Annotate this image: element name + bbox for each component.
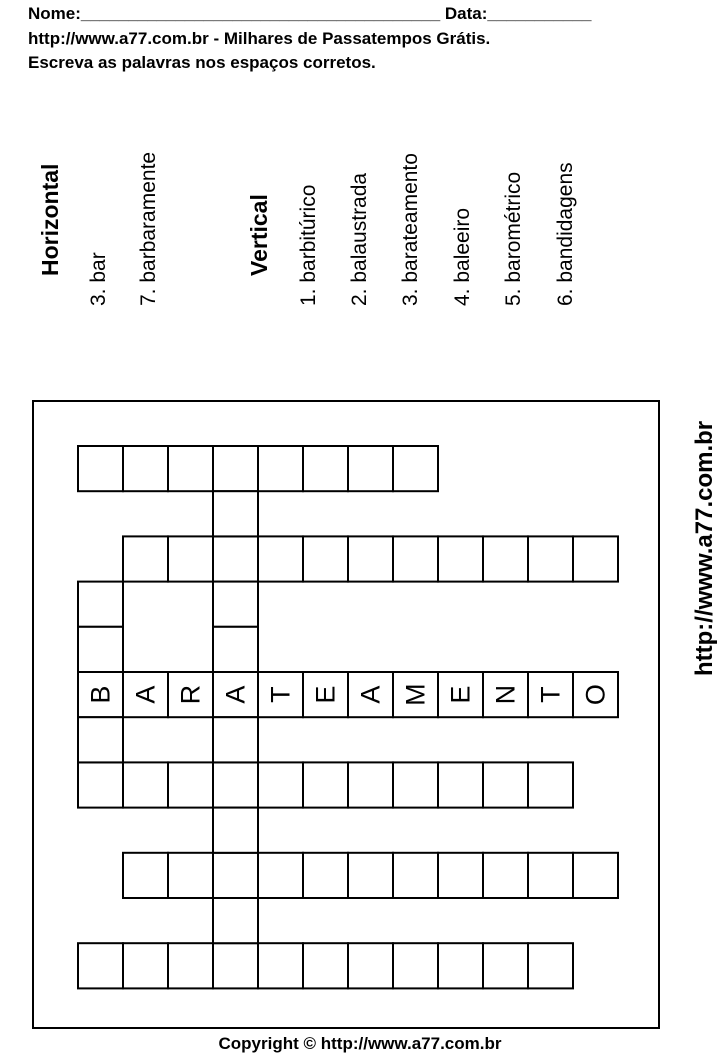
vertical-clue: 4. baleeiro <box>451 207 474 306</box>
grid-letter: O <box>580 684 611 706</box>
vertical-clue: 5. barométrico <box>502 171 525 306</box>
grid-cell[interactable] <box>303 853 348 898</box>
grid-cell[interactable] <box>123 536 168 581</box>
grid-cell[interactable] <box>123 446 168 491</box>
side-url[interactable]: http://www.a77.com.br <box>691 420 718 676</box>
horizontal-clue: 3. bar <box>87 252 110 306</box>
grid-cell[interactable] <box>213 491 258 536</box>
grid-cell[interactable] <box>123 672 168 717</box>
grid-letter: B <box>85 685 116 704</box>
grid-cell[interactable] <box>573 853 618 898</box>
grid-cell[interactable] <box>213 762 258 807</box>
grid-cell[interactable] <box>348 446 393 491</box>
grid-cell[interactable] <box>348 536 393 581</box>
grid-cell[interactable] <box>348 853 393 898</box>
grid-cell[interactable] <box>573 672 618 717</box>
grid-cell[interactable] <box>438 762 483 807</box>
grid-cell[interactable] <box>258 853 303 898</box>
grid-letter: T <box>265 686 296 703</box>
vertical-clue: 1. barbitúrico <box>297 184 320 306</box>
grid-cell[interactable] <box>258 446 303 491</box>
grid-cell[interactable] <box>438 943 483 988</box>
grid-cell[interactable] <box>348 943 393 988</box>
grid-cell[interactable] <box>123 943 168 988</box>
copyright: Copyright © http://www.a77.com.br <box>218 1034 502 1053</box>
grid-cell[interactable] <box>393 762 438 807</box>
grid-cell[interactable] <box>573 536 618 581</box>
grid-cell[interactable] <box>168 536 213 581</box>
grid-letter: T <box>535 686 566 703</box>
grid-cell[interactable] <box>393 853 438 898</box>
grid-cell[interactable] <box>483 536 528 581</box>
grid-letter: A <box>130 685 161 704</box>
grid-cell[interactable] <box>393 446 438 491</box>
grid-cell[interactable] <box>168 762 213 807</box>
vertical-clue: 2. balaustrada <box>348 172 371 306</box>
grid-cell[interactable] <box>213 808 258 853</box>
grid-cell[interactable] <box>303 536 348 581</box>
grid-letter: E <box>445 685 476 704</box>
grid-cell[interactable] <box>213 898 258 943</box>
grid-cell[interactable] <box>78 627 123 672</box>
site-tagline[interactable]: http://www.a77.com.br - Milhares de Passatempos Grátis. <box>28 29 491 48</box>
grid-cell[interactable] <box>78 446 123 491</box>
grid-cell[interactable] <box>528 943 573 988</box>
grid-letter: M <box>400 683 431 706</box>
grid-cell[interactable] <box>303 446 348 491</box>
instructions: Escreva as palavras nos espaços corretos. <box>28 53 376 72</box>
grid-cell[interactable] <box>78 582 123 627</box>
grid-cell[interactable] <box>438 672 483 717</box>
grid-cell[interactable] <box>78 672 123 717</box>
grid-cell[interactable] <box>168 446 213 491</box>
grid-cell[interactable] <box>528 762 573 807</box>
vertical-title: Vertical <box>246 194 272 276</box>
grid-cell[interactable] <box>213 627 258 672</box>
grid-letter: A <box>220 685 251 704</box>
grid-cell[interactable] <box>348 762 393 807</box>
grid-letter: R <box>175 684 206 705</box>
horizontal-title: Horizontal <box>37 163 63 276</box>
grid-cell[interactable] <box>258 762 303 807</box>
grid-cell[interactable] <box>348 672 393 717</box>
grid-cell[interactable] <box>393 672 438 717</box>
grid-cell[interactable] <box>483 853 528 898</box>
grid-cell[interactable] <box>78 943 123 988</box>
grid-cell[interactable] <box>303 943 348 988</box>
grid-cell[interactable] <box>168 672 213 717</box>
grid-letter: A <box>355 685 386 704</box>
grid-cell[interactable] <box>438 853 483 898</box>
grid-cell[interactable] <box>483 762 528 807</box>
grid-cell[interactable] <box>483 672 528 717</box>
vertical-clue: 6. bandidagens <box>554 162 577 306</box>
horizontal-clue: 7. barbaramente <box>137 151 160 306</box>
grid-cell[interactable] <box>168 943 213 988</box>
grid-letter: N <box>490 684 521 705</box>
grid-cell[interactable] <box>213 672 258 717</box>
grid-cell[interactable] <box>213 582 258 627</box>
grid-cell[interactable] <box>303 672 348 717</box>
grid-letter: E <box>310 685 341 704</box>
grid-cell[interactable] <box>438 536 483 581</box>
grid-cell[interactable] <box>123 853 168 898</box>
grid-cell[interactable] <box>213 536 258 581</box>
grid-cell[interactable] <box>213 446 258 491</box>
grid-cell[interactable] <box>303 762 348 807</box>
grid-cell[interactable] <box>528 536 573 581</box>
grid-cell[interactable] <box>78 717 123 762</box>
name-date-line: Nome:______________________________________ Data:___________ <box>28 4 592 23</box>
grid-cell[interactable] <box>213 717 258 762</box>
grid-cell[interactable] <box>483 943 528 988</box>
grid-cell[interactable] <box>78 762 123 807</box>
grid-cell[interactable] <box>258 943 303 988</box>
grid-cell[interactable] <box>213 943 258 988</box>
vertical-clue: 3. barateamento <box>399 153 422 306</box>
grid-cell[interactable] <box>393 536 438 581</box>
grid-cell[interactable] <box>528 672 573 717</box>
grid-cell[interactable] <box>258 672 303 717</box>
grid-cell[interactable] <box>123 762 168 807</box>
grid-cell[interactable] <box>258 536 303 581</box>
grid-cell[interactable] <box>213 853 258 898</box>
grid-cell[interactable] <box>393 943 438 988</box>
grid-cell[interactable] <box>168 853 213 898</box>
grid-cell[interactable] <box>528 853 573 898</box>
